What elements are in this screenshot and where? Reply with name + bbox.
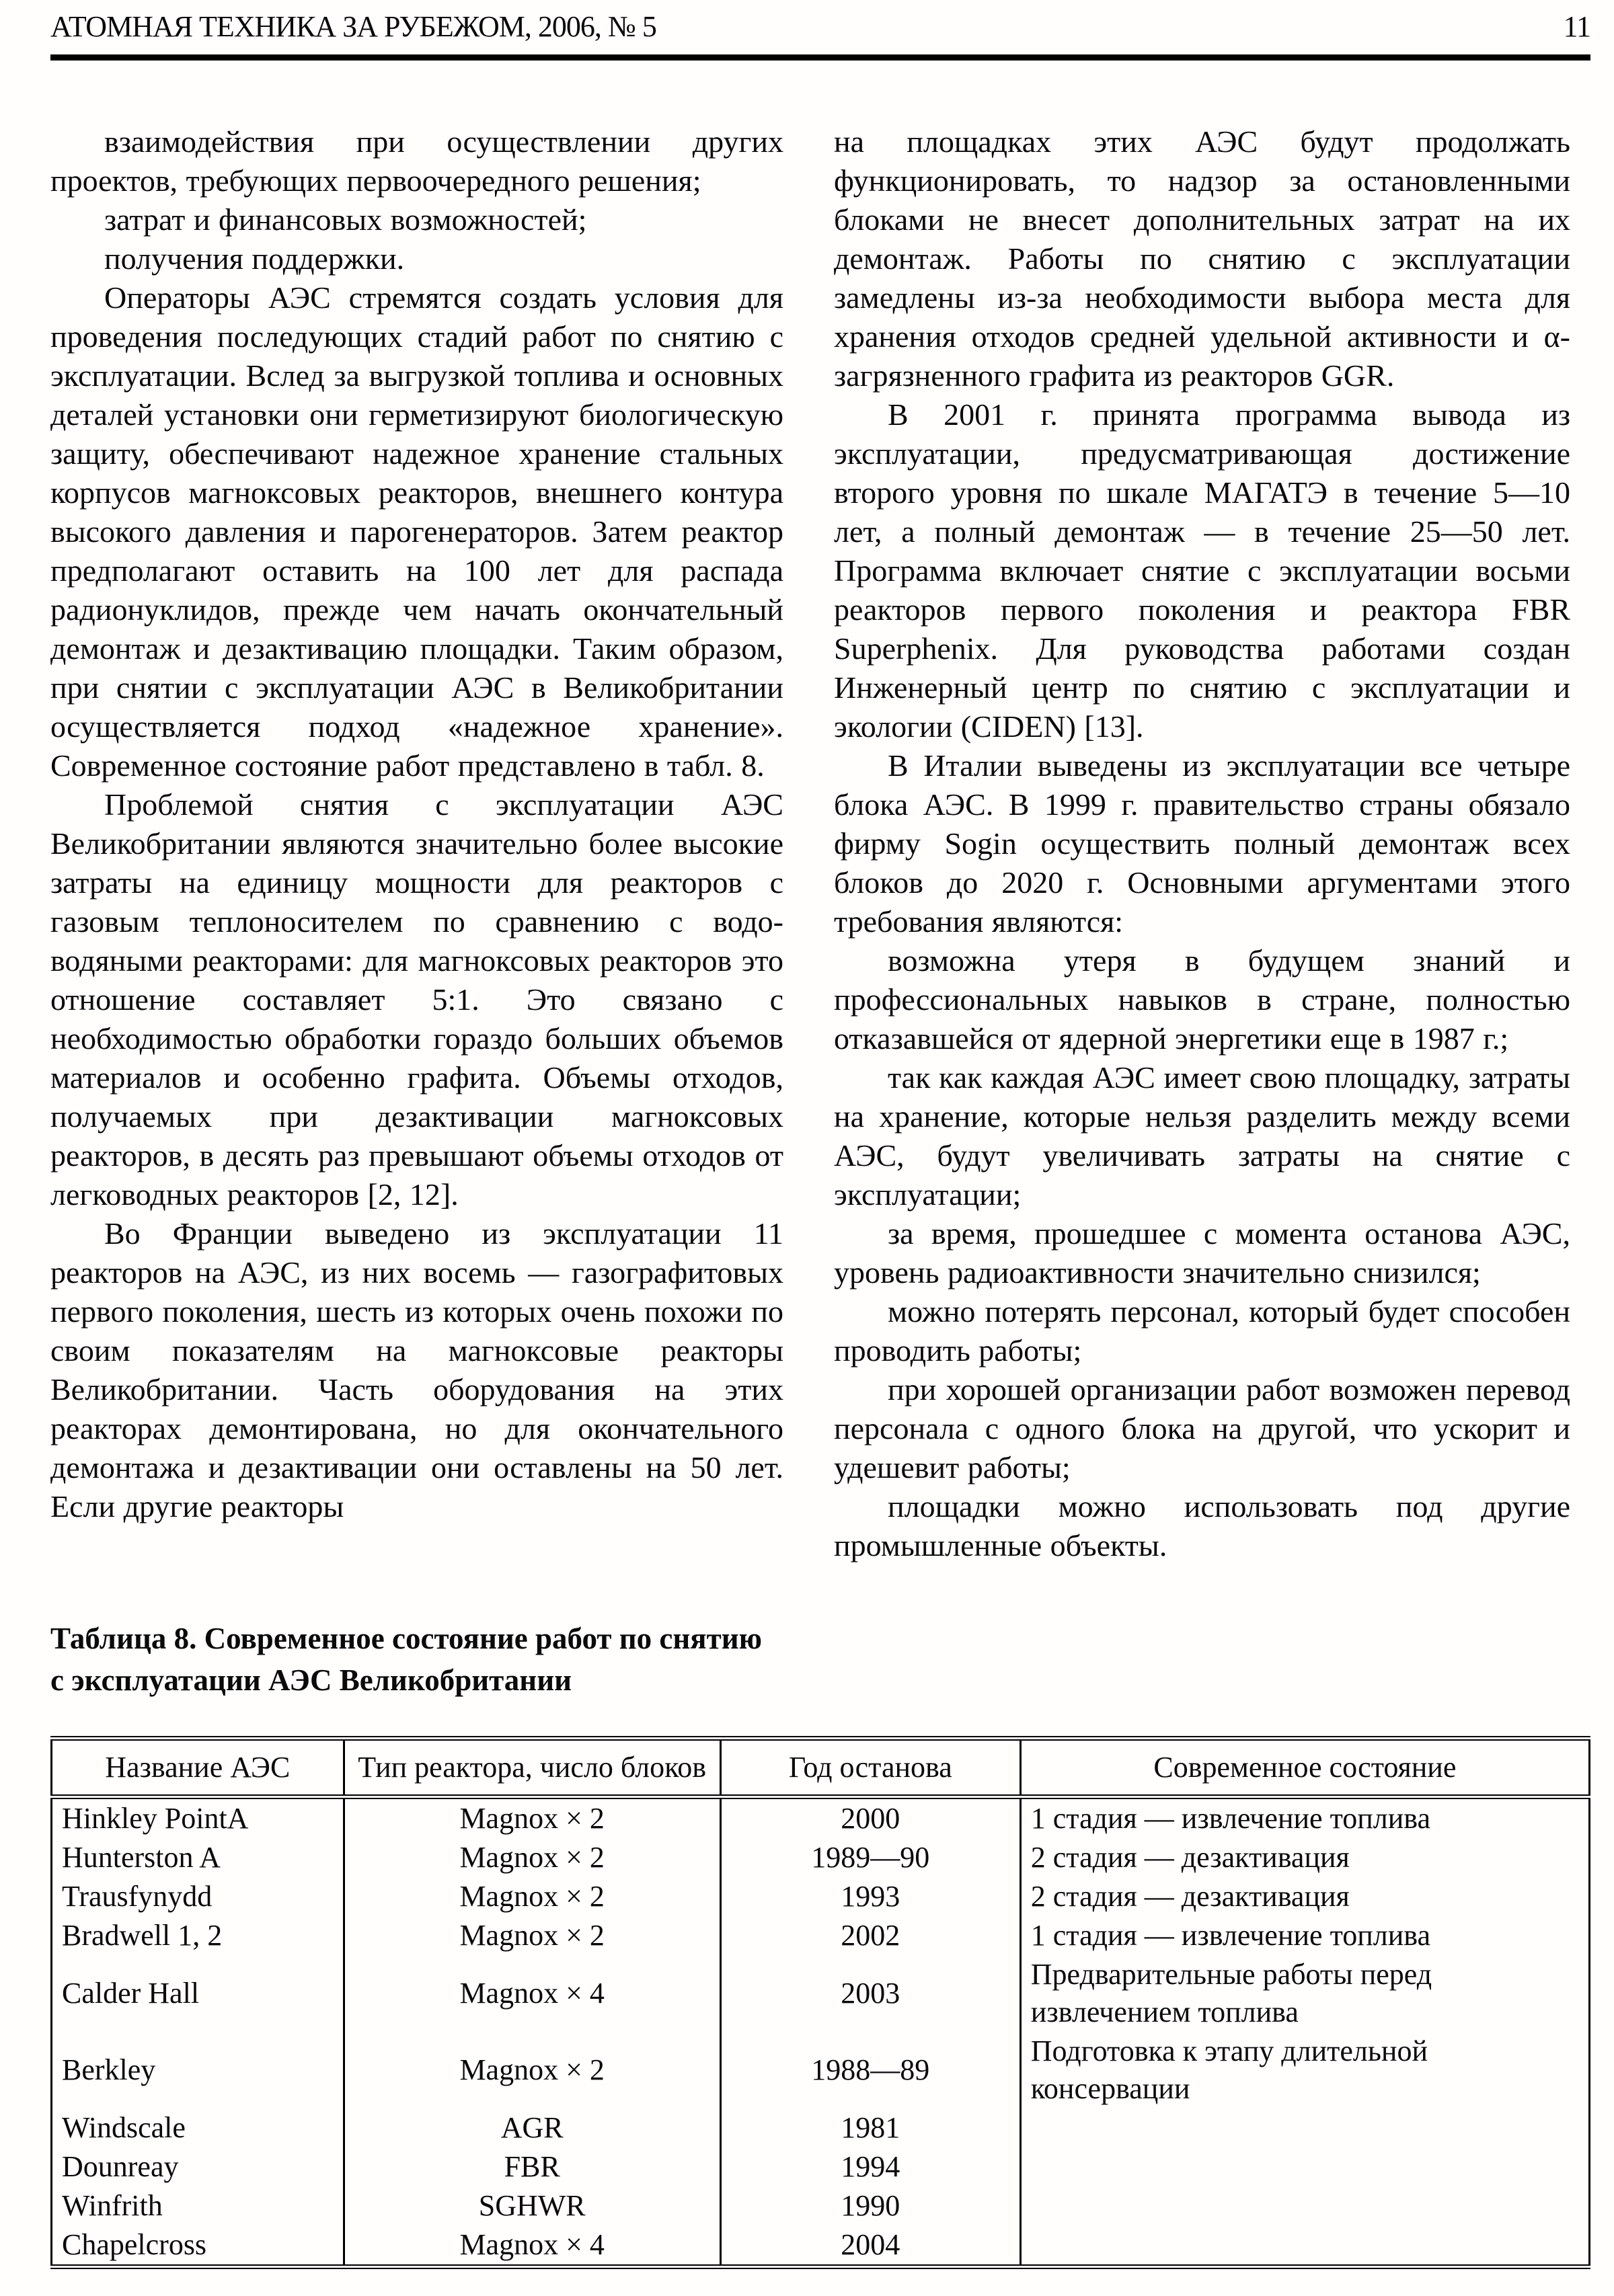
text-column-right xyxy=(834,122,1570,1565)
cell-reactor-type: Magnox × 2 xyxy=(344,1877,720,1916)
cell-current-state: Подготовка к этапу длительной консервации xyxy=(1020,2032,1589,2108)
cell-current-state: 2 стадия — дезактивация xyxy=(1020,1838,1589,1877)
cell-shutdown-year: 1993 xyxy=(720,1877,1020,1916)
table-row xyxy=(52,1916,1590,1955)
table-row xyxy=(52,1955,1590,2032)
paragraph: возможна утеря в будущем знаний и профессиональных навыков в стране, полностью отказавшейся от ядерной энергетики еще в 1987 г.; xyxy=(834,943,1570,1056)
cell-current-state: 2 стадия — дезактивация xyxy=(1020,1877,1589,1916)
paragraph: В 2001 г. принята программа вывода из эксплуатации, предусматривающая достижение второго уровня по шкале МАГАТЭ в течение 5—10 лет, а полный демонтаж — в течение 25—50 лет. Программа включает снятие с эксплуатации восьми реакторов первого поколения и реактора FBR Superphenix. Для руководства работами создан Инженерный центр по снятию с эксплуатации и экологии (CIDEN) [13]. xyxy=(834,397,1570,744)
table-row xyxy=(52,1838,1590,1877)
paragraph: можно потерять персонал, который будет способен проводить работы; xyxy=(834,1294,1570,1368)
paragraph: взаимодействия при осуществлении других проектов, требующих первоочередного решения; xyxy=(50,124,783,198)
cell-plant-name: Hinkley PointA xyxy=(52,1797,344,1839)
cell-reactor-type: SGHWR xyxy=(344,2186,720,2225)
page-header xyxy=(50,9,1590,44)
table-row xyxy=(52,2147,1590,2186)
column-header-state: Современное состояние xyxy=(1020,1739,1589,1797)
article-body xyxy=(50,122,1590,1565)
page-number: 11 xyxy=(1563,10,1590,43)
cell-shutdown-year: 2000 xyxy=(720,1797,1020,1839)
cell-plant-name: Winfrith xyxy=(52,2186,344,2225)
cell-shutdown-year: 2002 xyxy=(720,1916,1020,1955)
column-header-type: Тип реактора, число блоков xyxy=(344,1739,720,1797)
cell-plant-name: Calder Hall xyxy=(52,1955,344,2032)
table-row xyxy=(52,2108,1590,2147)
cell-current-state: Предварительные работы перед извлечением топлива xyxy=(1020,1955,1589,2032)
table-caption xyxy=(50,1618,1590,1701)
cell-shutdown-year: 1988—89 xyxy=(720,2032,1020,2108)
cell-current-state xyxy=(1020,2108,1589,2147)
cell-plant-name: Dounreay xyxy=(52,2147,344,2186)
cell-current-state: 1 стадия — извлечение топлива xyxy=(1020,1797,1589,1839)
cell-plant-name: Hunterston A xyxy=(52,1838,344,1877)
paragraph: затрат и финансовых возможностей; xyxy=(104,202,587,237)
paragraph: при хорошей организации работ возможен перевод персонала с одного блока на другой, что ускорит и удешевит работы; xyxy=(834,1372,1570,1485)
cell-current-state: 1 стадия — извлечение топлива xyxy=(1020,1916,1589,1955)
cell-plant-name: Berkley xyxy=(52,2032,344,2108)
table-row xyxy=(52,2032,1590,2108)
cell-current-state xyxy=(1020,2147,1589,2186)
cell-current-state xyxy=(1020,2186,1589,2225)
decommissioning-table xyxy=(50,1736,1590,2269)
cell-reactor-type: Magnox × 2 xyxy=(344,2032,720,2108)
cell-current-state xyxy=(1020,2225,1589,2267)
journal-title: АТОМНАЯ ТЕХНИКА ЗА РУБЕЖОМ, 2006, № 5 xyxy=(50,10,656,43)
cell-shutdown-year: 1990 xyxy=(720,2186,1020,2225)
cell-shutdown-year: 1981 xyxy=(720,2108,1020,2147)
paragraph: за время, прошедшее с момента останова АЭС, уровень радиоактивности значительно снизился; xyxy=(834,1216,1570,1290)
paragraph: Проблемой снятия с эксплуатации АЭС Великобритании являются значительно более высокие затраты на единицу мощности для реакторов с газовым теплоносителем по сравнению с водо-водяными реакторами: для магноксовых реакторов это отношение составляет 5:1. Это связано с необходимостью обработки гораздо больших объемов материалов и особенно графита. Объемы отходов, получаемых при дезактивации магноксовых реакторов, в десять раз превышают объемы отходов от легководных реакторов [2, 12]. xyxy=(50,787,783,1212)
cell-shutdown-year: 1994 xyxy=(720,2147,1020,2186)
cell-plant-name: Bradwell 1, 2 xyxy=(52,1916,344,1955)
table-row xyxy=(52,1797,1590,1839)
cell-reactor-type: FBR xyxy=(344,2147,720,2186)
paragraph: получения поддержки. xyxy=(104,241,405,276)
table-header-row xyxy=(52,1739,1590,1797)
cell-shutdown-year: 1989—90 xyxy=(720,1838,1020,1877)
cell-reactor-type: Magnox × 2 xyxy=(344,1797,720,1839)
header-rule xyxy=(50,54,1590,61)
paragraph: В Италии выведены из эксплуатации все четыре блока АЭС. В 1999 г. правительство страны обязало фирму Sogin осуществить полный демонтаж всех блоков до 2020 г. Основными аргументами этого требования являются: xyxy=(834,748,1570,939)
cell-plant-name: Chapelcross xyxy=(52,2225,344,2267)
table-caption-line-1: Таблица 8. Современное состояние работ по снятию xyxy=(50,1622,763,1655)
cell-plant-name: Trausfynydd xyxy=(52,1877,344,1916)
cell-reactor-type: Magnox × 4 xyxy=(344,2225,720,2267)
table-row xyxy=(52,2225,1590,2267)
paragraph: площадки можно использовать под другие промышленные объекты. xyxy=(834,1489,1570,1562)
paragraph: на площадках этих АЭС будут продолжать функционировать, то надзор за остановленными блоками не внесет дополнительных затрат на их демонтаж. Работы по снятию с эксплуатации замедлены из-за необходимости выбора места для хранения отходов средней удельной активности и α-загрязненного графита из реакторов GGR. xyxy=(834,124,1570,393)
paragraph: Операторы АЭС стремятся создать условия для проведения последующих стадий работ по снятию с эксплуатации. Вслед за выгрузкой топлива и основных деталей установки они герметизируют биологическую защиту, обеспечивают надежное хранение стальных корпусов магноксовых реакторов, внешнего контура высокого давления и парогенераторов. Затем реактор предполагают оставить на 100 лет для распада радионуклидов, прежде чем начать окончательный демонтаж и дезактивацию площадки. Таким образом, при снятии с эксплуатации АЭС в Великобритании осуществляется подход «надежное хранение». Современное состояние работ представлено в табл. 8. xyxy=(50,280,783,783)
column-header-name: Название АЭС xyxy=(52,1739,344,1797)
cell-plant-name: Windscale xyxy=(52,2108,344,2147)
cell-shutdown-year: 2003 xyxy=(720,1955,1020,2032)
column-header-year: Год останова xyxy=(720,1739,1020,1797)
table-row xyxy=(52,2186,1590,2225)
cell-reactor-type: Magnox × 2 xyxy=(344,1916,720,1955)
cell-shutdown-year: 2004 xyxy=(720,2225,1020,2267)
cell-reactor-type: AGR xyxy=(344,2108,720,2147)
text-column-left xyxy=(50,122,783,1565)
cell-reactor-type: Magnox × 2 xyxy=(344,1838,720,1877)
paragraph: так как каждая АЭС имеет свою площадку, затраты на хранение, которые нельзя разделить между всеми АЭС, будут увеличивать затраты на снятие с эксплуатации; xyxy=(834,1060,1570,1212)
paragraph: Во Франции выведено из эксплуатации 11 реакторов на АЭС, из них восемь — газографитовых первого поколения, шесть из которых очень похожи по своим показателям на магноксовые реакторы Великобритании. Часть оборудования на этих реакторах демонтирована, но для окончательного демонтажа и дезактивации они оставлены на 50 лет. Если другие реакторы xyxy=(50,1216,783,1523)
cell-reactor-type: Magnox × 4 xyxy=(344,1955,720,2032)
table-row xyxy=(52,1877,1590,1916)
table-caption-line-2: с эксплуатации АЭС Великобритании xyxy=(50,1663,572,1697)
